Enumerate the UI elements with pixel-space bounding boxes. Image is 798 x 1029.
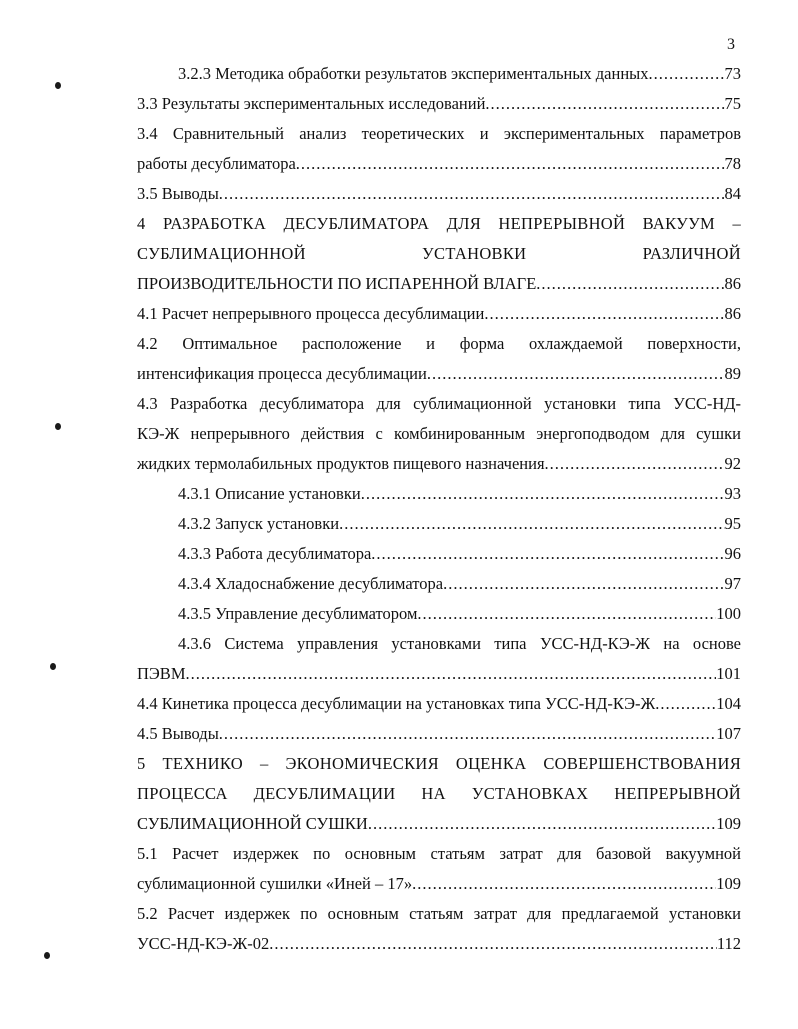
leader-dots: [269, 929, 717, 959]
toc-entry: [178, 479, 741, 509]
toc-entry: 5.2 Расчет издержек по основным статьям затрат для предлагаемой установки: [137, 904, 741, 923]
toc-entry-page: 84: [724, 184, 741, 203]
toc-entry: [137, 179, 741, 209]
toc-entry-title: интенсификация процесса десублимации: [137, 364, 427, 383]
toc-entry-page: 109: [716, 874, 741, 893]
toc-entry-title: 4.5 Выводы: [137, 724, 219, 743]
toc-entry-page: 101: [716, 664, 741, 683]
leader-dots: [339, 509, 724, 539]
leader-dots: [296, 149, 725, 179]
toc-entry: [137, 449, 741, 479]
toc-entry-page: 97: [724, 574, 741, 593]
binding-dot: [44, 952, 50, 959]
leader-dots: [186, 659, 717, 689]
binding-dot: [55, 82, 61, 89]
toc-entry-title: ПРОИЗВОДИТЕЛЬНОСТИ ПО ИСПАРЕННОЙ ВЛАГЕ: [137, 274, 537, 293]
toc-entry: [137, 659, 741, 689]
toc-entry: [178, 509, 741, 539]
leader-dots: [371, 539, 724, 569]
leader-dots: [219, 719, 716, 749]
toc-entry-page: 95: [724, 514, 741, 533]
toc-entry-title: работы десублиматора: [137, 154, 296, 173]
toc-entry: [178, 569, 741, 599]
toc-entry-page: 73: [724, 64, 741, 83]
toc-entry-title: 3.2.3 Методика обработки результатов экспериментальных данных: [178, 64, 649, 83]
leader-dots: [649, 59, 725, 89]
toc-entry: 4.3.6 Система управления установками типа УСС-НД-КЭ-Ж на основе: [178, 634, 741, 653]
toc-entry: [178, 599, 741, 629]
toc-chapter-heading: 5 ТЕХНИКО – ЭКОНОМИЧЕСКИЯ ОЦЕНКА СОВЕРШЕНСТВОВАНИЯ: [137, 754, 741, 773]
leader-dots: [655, 689, 716, 719]
toc-entry: [137, 149, 741, 179]
leader-dots: [412, 869, 716, 899]
toc-entry: [137, 929, 741, 959]
leader-dots: [443, 569, 724, 599]
toc-entry: 4.3 Разработка десублиматора для сублимационной установки типа УСС-НД-: [137, 394, 741, 413]
toc-entry: 3.4 Сравнительный анализ теоретических и экспериментальных параметров: [137, 124, 741, 143]
page-number: 3: [727, 36, 735, 53]
toc-entry: [137, 719, 741, 749]
binding-dot: [55, 423, 61, 430]
toc-entry: [178, 539, 741, 569]
leader-dots: [361, 479, 725, 509]
toc-entry-title: СУБЛИМАЦИОННОЙ СУШКИ: [137, 814, 368, 833]
toc-entry-page: 89: [724, 364, 741, 383]
leader-dots: [536, 269, 724, 299]
toc-entry-page: 100: [716, 604, 741, 623]
toc-entry: [137, 359, 741, 389]
toc-chapter-heading: СУБЛИМАЦИОННОЙ УСТАНОВКИ РАЗЛИЧНОЙ: [137, 244, 741, 263]
leader-dots: [545, 449, 725, 479]
leader-dots: [485, 89, 724, 119]
toc-entry-title: жидких термолабильных продуктов пищевого назначения: [137, 454, 545, 473]
toc-entry: [178, 59, 741, 89]
toc-entry: [137, 299, 741, 329]
leader-dots: [368, 809, 716, 839]
toc-entry-page: 92: [724, 454, 741, 473]
toc-entry-title: УСС-НД-КЭ-Ж-02: [137, 934, 270, 953]
toc-chapter-heading: ПРОЦЕССА ДЕСУБЛИМАЦИИ НА УСТАНОВКАХ НЕПРЕРЫВНОЙ: [137, 784, 741, 803]
toc-entry-page: 86: [724, 304, 741, 323]
toc-entry-page: 78: [724, 154, 741, 173]
toc-entry-page: 109: [716, 814, 741, 833]
leader-dots: [427, 359, 725, 389]
toc-entry-page: 96: [724, 544, 741, 563]
leader-dots: [484, 299, 724, 329]
toc-entry-title: 4.3.4 Хладоснабжение десублиматора: [178, 574, 444, 593]
leader-dots: [417, 599, 716, 629]
toc-entry: КЭ-Ж непрерывного действия с комбинированным энергоподводом для сушки: [137, 424, 741, 443]
toc-entry-title: 4.4 Кинетика процесса десублимации на установках типа УСС-НД-КЭ-Ж: [137, 694, 656, 713]
toc-entry-title: 3.3 Результаты экспериментальных исследований: [137, 94, 486, 113]
toc-entry: [137, 89, 741, 119]
toc-entry: 5.1 Расчет издержек по основным статьям затрат для базовой вакуумной: [137, 844, 741, 863]
toc-entry: 4.2 Оптимальное расположение и форма охлаждаемой поверхности,: [137, 334, 741, 353]
toc-chapter-heading: 4 РАЗРАБОТКА ДЕСУБЛИМАТОРА ДЛЯ НЕПРЕРЫВНОЙ ВАКУУМ –: [137, 214, 741, 233]
toc-entry: [137, 269, 741, 299]
binding-dot: [50, 663, 56, 670]
toc-entry-page: 75: [724, 94, 741, 113]
toc-entry: [137, 809, 741, 839]
toc-entry-title: 4.3.5 Управление десублиматором: [178, 604, 418, 623]
leader-dots: [219, 179, 725, 209]
toc-entry-title: ПЭВМ: [137, 664, 186, 683]
toc-entry-title: 4.3.2 Запуск установки: [178, 514, 340, 533]
toc-entry-page: 86: [724, 274, 741, 293]
toc-entry-page: 112: [716, 934, 741, 953]
toc-entry: [137, 689, 741, 719]
toc-entry-page: 104: [716, 694, 741, 713]
toc-entry: [137, 869, 741, 899]
toc-entry-title: 4.3.1 Описание установки: [178, 484, 361, 503]
toc-entry-title: 3.5 Выводы: [137, 184, 219, 203]
toc-entry-title: 4.1 Расчет непрерывного процесса десублимации: [137, 304, 485, 323]
toc-entry-page: 93: [724, 484, 741, 503]
toc-entry-title: 4.3.3 Работа десублиматора: [178, 544, 372, 563]
toc-entry-title: сублимационной сушилки «Иней – 17»: [137, 874, 413, 893]
toc-entry-page: 107: [716, 724, 741, 743]
